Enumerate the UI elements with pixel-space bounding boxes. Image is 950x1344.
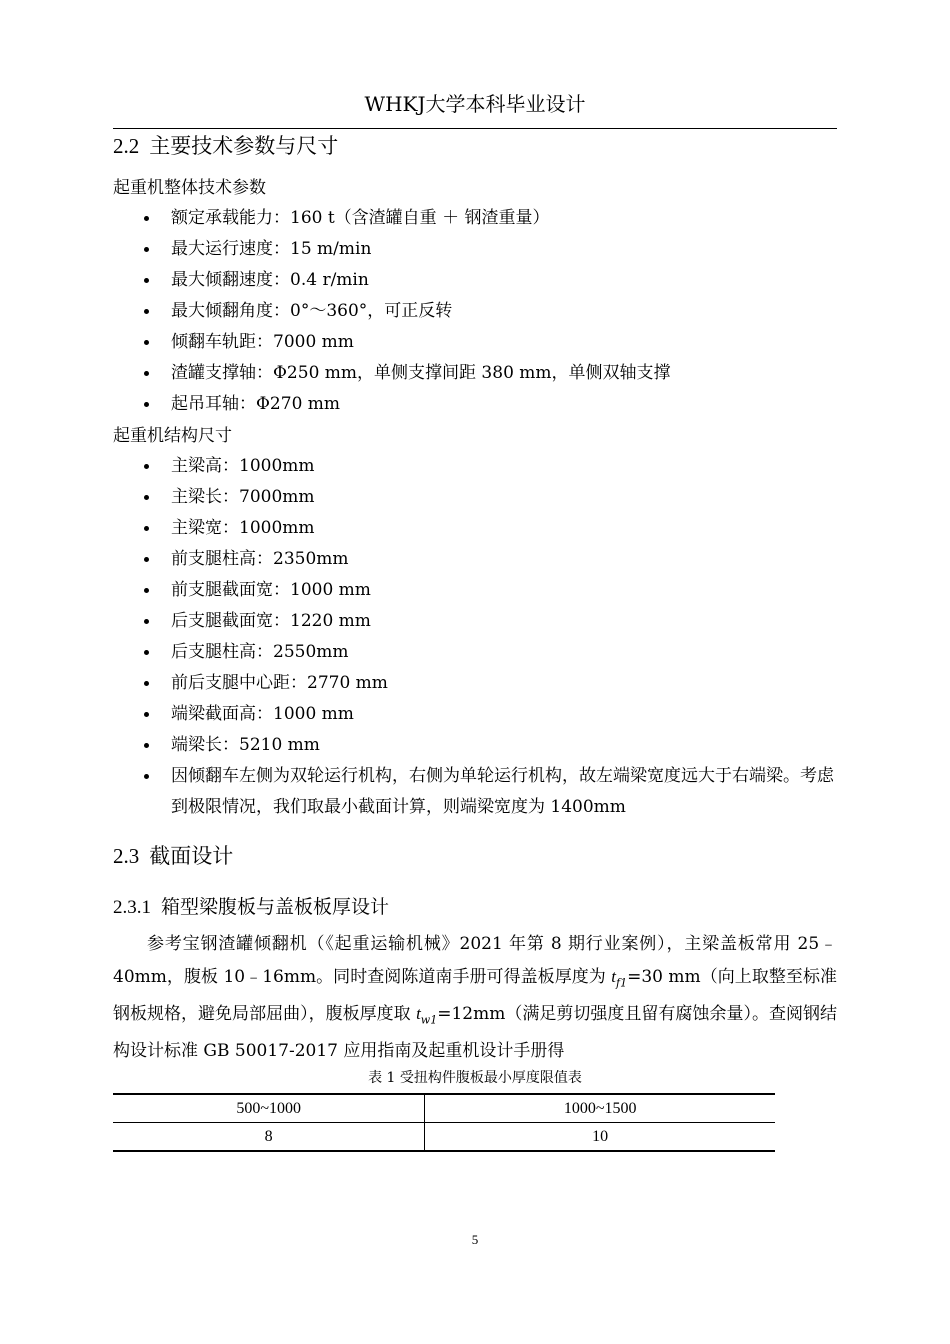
variable-t: t: [416, 1004, 421, 1024]
list-item: 后支腿柱高：2550mm: [113, 637, 837, 668]
structure-dims-label: 起重机结构尺寸: [113, 426, 232, 446]
bullet-icon: [144, 619, 149, 624]
thickness-limit-table: [113, 1093, 775, 1152]
section-title: 截面设计: [149, 844, 234, 868]
section-heading-2-3-1: [113, 894, 389, 921]
list-item: 起吊耳轴：Φ270 mm: [113, 389, 837, 420]
bullet-icon: [144, 216, 149, 221]
table-cell: 8: [113, 1123, 425, 1152]
section-title: 箱型梁腹板与盖板板厚设计: [161, 896, 390, 918]
section-heading-2-2: [113, 132, 338, 160]
page-header: WHKJ大学本科毕业设计: [364, 92, 586, 116]
list-item: 额定承载能力：160 t（含渣罐自重 ＋ 钢渣重量）: [113, 203, 837, 234]
table-cell: 1000~1500: [425, 1094, 775, 1123]
bullet-icon: [144, 402, 149, 407]
bullet-icon: [144, 278, 149, 283]
variable-t: t: [611, 966, 617, 986]
section-number: 2.3.1: [113, 897, 151, 918]
list-item: 渣罐支撑轴：Φ250 mm，单侧支撑间距 380 mm，单侧双轴支撑: [113, 358, 837, 389]
bullet-icon: [144, 712, 149, 717]
bullet-icon: [144, 588, 149, 593]
list-item: 端梁截面高：1000 mm: [113, 699, 837, 730]
bullet-icon: [144, 743, 149, 748]
list-item: 倾翻车轨距：7000 mm: [113, 327, 837, 358]
body-paragraph: 参考宝钢渣罐倾翻机（《起重运输机械》2021 年第 8 期行业案例），主梁盖板常用 25﹣40mm，腹板 10﹣16mm。同时查阅陈道南手册可得盖板厚度为 $t_{f1}=30$ mm（向上取整至标准钢板规格，避免局部屈曲），腹板厚度取 $t_{w1}=12mm$（满足剪切强度且留有腐蚀余量）。查阅钢结构设计标准 GB 50017-2017 应用指南及起重机设计手册得: [113, 934, 837, 1062]
bullet-icon: [144, 247, 149, 252]
bullet-icon: [144, 340, 149, 345]
table-row: [113, 1094, 775, 1123]
bullet-icon: [144, 309, 149, 314]
section-number: 2.2: [113, 134, 140, 158]
section-title: 主要技术参数与尺寸: [149, 134, 339, 158]
list-item: 前支腿柱高：2350mm: [113, 544, 837, 575]
variable-subscript: w1: [420, 1013, 438, 1027]
variable-subscript: f1: [616, 975, 628, 989]
header-rule: [113, 128, 837, 129]
list-item: 主梁长：7000mm: [113, 482, 837, 513]
list-item: 因倾翻车左侧为双轮运行机构，右侧为单轮运行机构，故左端梁宽度远大于右端梁。考虑到极限情况，我们取最小截面计算，则端梁宽度为 1400mm: [113, 761, 837, 823]
list-item: 最大倾翻速度：0.4 r/min: [113, 265, 837, 296]
table-cell: 10: [425, 1123, 775, 1152]
bullet-icon: [144, 650, 149, 655]
page-number: 5: [471, 1232, 479, 1247]
section-number: 2.3: [113, 844, 140, 868]
bullet-icon: [144, 371, 149, 376]
list-item: 主梁宽：1000mm: [113, 513, 837, 544]
overall-params-label: 起重机整体技术参数: [113, 178, 266, 198]
table-caption: 表 1 受扭构件腹板最小厚度限值表: [368, 1070, 582, 1086]
bullet-icon: [144, 495, 149, 500]
list-item: 前后支腿中心距：2770 mm: [113, 668, 837, 699]
bullet-icon: [144, 681, 149, 686]
bullet-icon: [144, 557, 149, 562]
list-item: 端梁长：5210 mm: [113, 730, 837, 761]
overall-params-list: [113, 203, 837, 420]
list-item: 最大运行速度：15 m/min: [113, 234, 837, 265]
bullet-icon: [144, 526, 149, 531]
bullet-icon: [144, 774, 149, 779]
bullet-icon: [144, 464, 149, 469]
table-row: [113, 1123, 775, 1152]
structure-dims-list: [113, 451, 837, 823]
section-heading-2-3: [113, 842, 233, 870]
table-cell: 500~1000: [113, 1094, 425, 1123]
list-item: 主梁高：1000mm: [113, 451, 837, 482]
list-item: 前支腿截面宽：1000 mm: [113, 575, 837, 606]
list-item: 后支腿截面宽：1220 mm: [113, 606, 837, 637]
list-item: 最大倾翻角度：0°～360°，可正反转: [113, 296, 837, 327]
